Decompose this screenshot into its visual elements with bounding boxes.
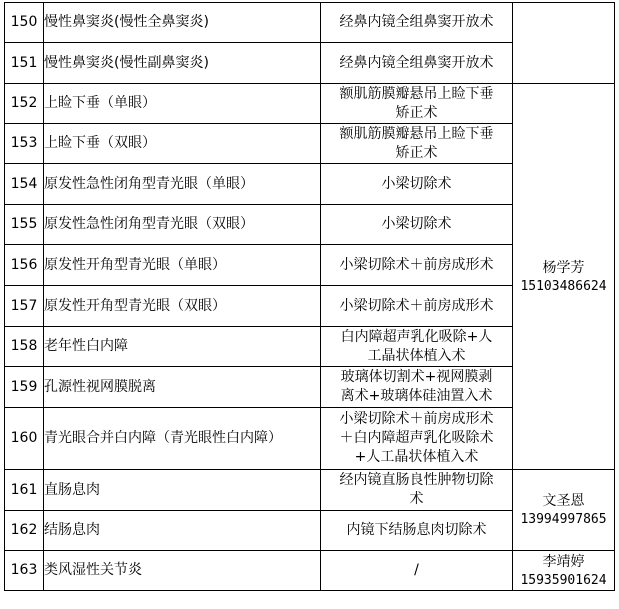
procedure-cell bbox=[321, 367, 513, 408]
procedure-line: 内镜下结肠息肉切除术 bbox=[346, 522, 487, 538]
procedure-line: 矫正术 bbox=[395, 104, 438, 121]
row-number: 157 bbox=[5, 286, 44, 327]
procedure-line: 白内障超声乳化吸除+人 bbox=[340, 328, 493, 345]
row-number: 154 bbox=[5, 164, 44, 205]
row-number: 152 bbox=[5, 84, 44, 124]
procedure-line: 小梁切除术＋前房成形术 bbox=[339, 297, 494, 314]
contact-cell bbox=[513, 84, 615, 470]
procedure-line: +人工晶状体植入术 bbox=[354, 449, 479, 465]
row-number: 153 bbox=[5, 124, 44, 164]
disease-name: 原发性急性闭角型青光眼（双眼） bbox=[44, 205, 321, 245]
disease-name: 上睑下垂（单眼） bbox=[44, 84, 321, 124]
disease-name: 类风湿性关节炎 bbox=[44, 551, 321, 591]
table-row bbox=[5, 84, 615, 124]
table-row bbox=[5, 3, 615, 43]
procedure-cell bbox=[321, 3, 513, 43]
procedure-line: 小梁切除术＋前房成形术 bbox=[339, 256, 494, 273]
disease-name: 原发性开角型青光眼（双眼） bbox=[44, 286, 321, 327]
procedure-line: 经鼻内镜全组鼻窦开放术 bbox=[339, 54, 494, 71]
procedure-cell bbox=[321, 164, 513, 205]
procedure-line: 离术+玻璃体硅油置入术 bbox=[340, 388, 493, 404]
procedure-cell bbox=[321, 84, 513, 124]
disease-name: 慢性鼻窦炎(慢性副鼻窦炎) bbox=[44, 43, 321, 84]
row-number: 163 bbox=[5, 551, 44, 591]
procedure-line: 经内镜直肠良性肿物切除 bbox=[339, 472, 494, 488]
row-number: 158 bbox=[5, 327, 44, 367]
row-number: 156 bbox=[5, 245, 44, 286]
disease-name: 原发性开角型青光眼（单眼） bbox=[44, 245, 321, 286]
procedure-cell bbox=[321, 408, 513, 470]
procedure-cell bbox=[321, 511, 513, 551]
contact-cell bbox=[513, 470, 615, 551]
procedure-cell bbox=[321, 43, 513, 84]
disease-name: 慢性鼻窦炎(慢性全鼻窦炎) bbox=[44, 3, 321, 43]
contact-name: 文圣恩 bbox=[542, 493, 585, 509]
table-row bbox=[5, 470, 615, 511]
procedure-cell bbox=[321, 551, 513, 591]
disease-name: 结肠息肉 bbox=[44, 511, 321, 551]
procedure-line: / bbox=[414, 562, 419, 578]
procedure-line: ＋白内障超声乳化吸除术 bbox=[339, 430, 494, 446]
disease-name: 老年性白内障 bbox=[44, 327, 321, 367]
procedure-cell bbox=[321, 124, 513, 164]
contact-phone: 15103486624 bbox=[520, 278, 607, 294]
row-number: 151 bbox=[5, 43, 44, 84]
disease-name: 孔源性视网膜脱离 bbox=[44, 367, 321, 408]
procedure-line: 小梁切除术 bbox=[381, 175, 452, 192]
row-number: 162 bbox=[5, 511, 44, 551]
row-number: 159 bbox=[5, 367, 44, 408]
procedure-cell bbox=[321, 286, 513, 327]
disease-name: 直肠息肉 bbox=[44, 470, 321, 511]
procedure-line: 小梁切除术 bbox=[381, 216, 452, 232]
procedure-cell bbox=[321, 205, 513, 245]
procedure-table bbox=[4, 2, 615, 591]
procedure-cell bbox=[321, 245, 513, 286]
disease-name: 原发性急性闭角型青光眼（单眼） bbox=[44, 164, 321, 205]
row-number: 155 bbox=[5, 205, 44, 245]
procedure-line: 小梁切除术＋前房成形术 bbox=[339, 411, 494, 427]
procedure-line: 额肌筋膜瓣悬吊上睑下垂 bbox=[339, 125, 494, 142]
row-number: 161 bbox=[5, 470, 44, 511]
contact-name: 杨学芳 bbox=[542, 259, 585, 276]
procedure-line: 矫正术 bbox=[395, 144, 438, 161]
procedure-line: 术 bbox=[409, 491, 424, 507]
procedure-line: 经鼻内镜全组鼻窦开放术 bbox=[339, 14, 494, 30]
contact-name: 李靖婷 bbox=[542, 553, 585, 570]
contact-phone: 13994997865 bbox=[520, 512, 607, 527]
procedure-line: 工晶状体植入术 bbox=[367, 347, 466, 364]
table-row bbox=[5, 551, 615, 591]
procedure-line: 额肌筋膜瓣悬吊上睑下垂 bbox=[339, 85, 494, 102]
contact-cell bbox=[513, 551, 615, 591]
contact-phone: 15935901624 bbox=[520, 572, 607, 588]
procedure-cell bbox=[321, 327, 513, 367]
row-number: 160 bbox=[5, 408, 44, 470]
disease-name: 青光眼合并白内障（青光眼性白内障） bbox=[44, 408, 321, 470]
procedure-cell bbox=[321, 470, 513, 511]
procedure-line: 玻璃体切割术+视网膜剥 bbox=[340, 369, 493, 385]
contact-cell bbox=[513, 3, 615, 84]
row-number: 150 bbox=[5, 3, 44, 43]
disease-name: 上睑下垂（双眼） bbox=[44, 124, 321, 164]
